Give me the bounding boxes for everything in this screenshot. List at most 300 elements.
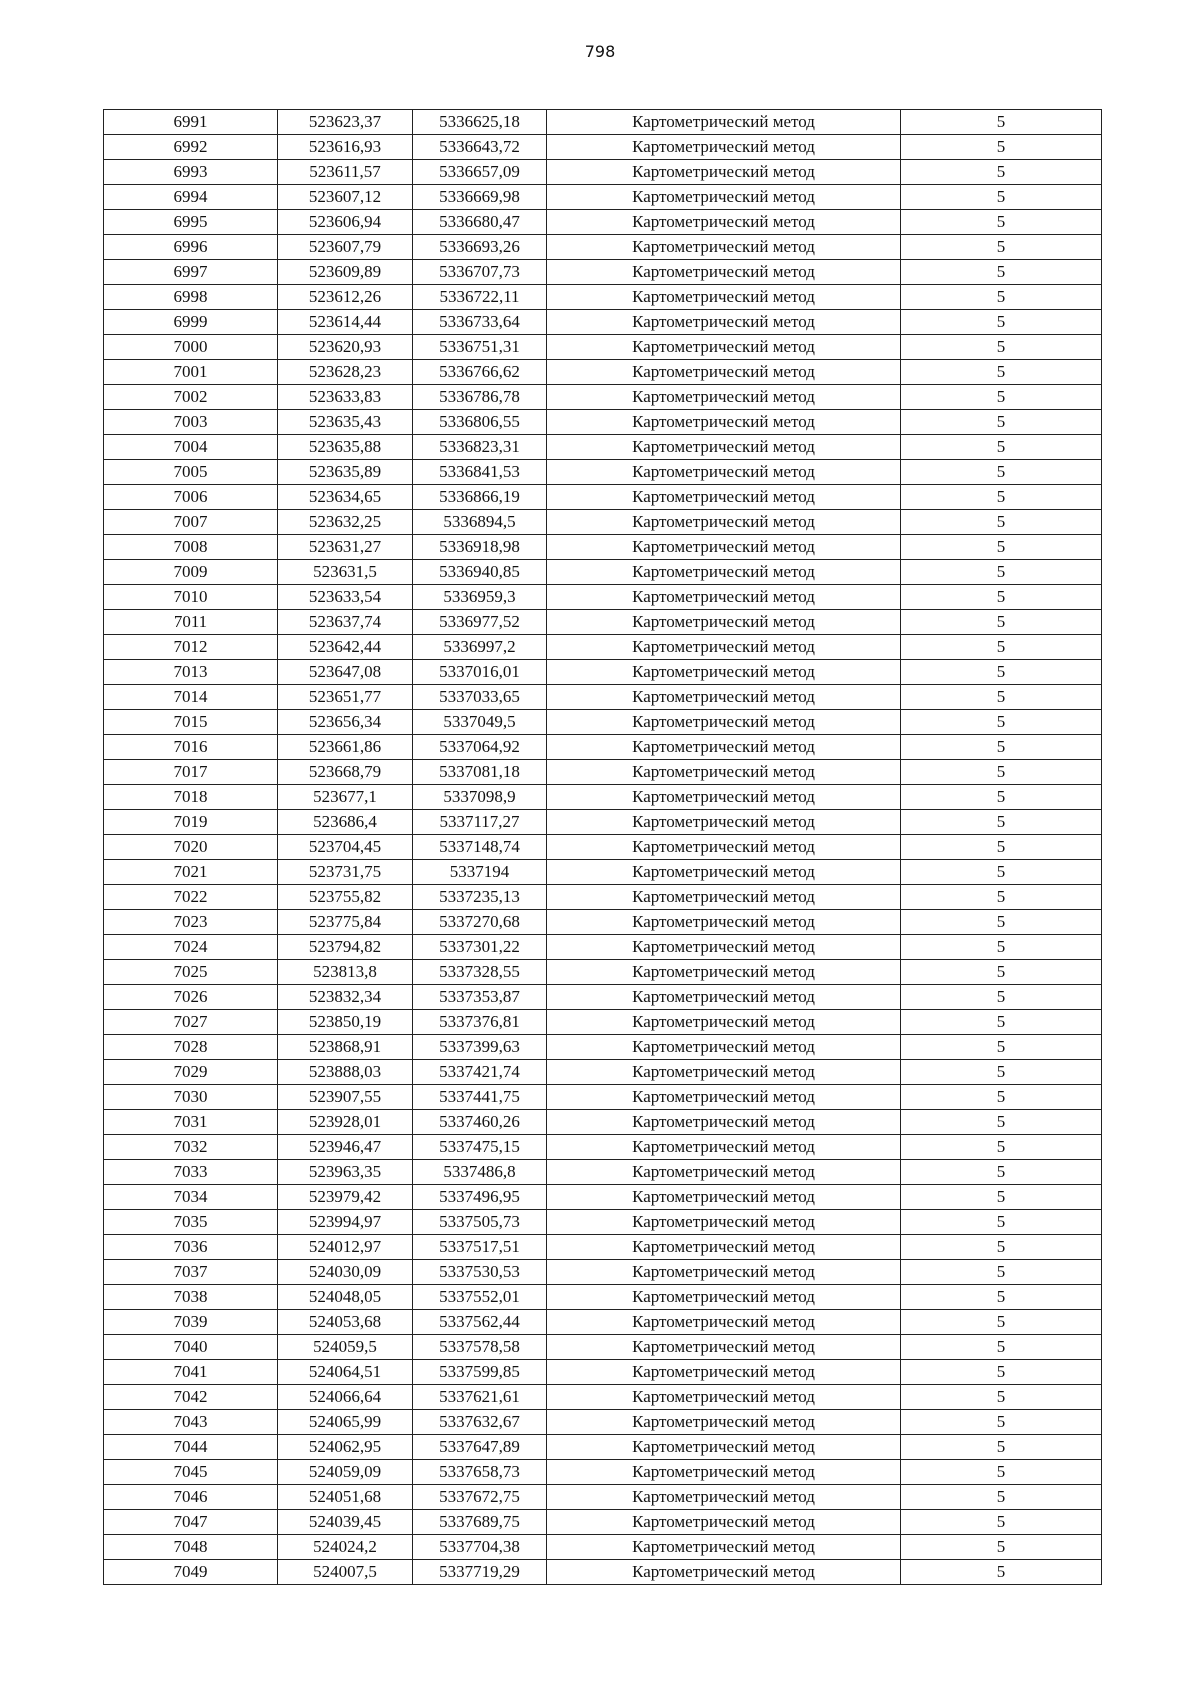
- method-cell: Картометрический метод: [547, 160, 901, 185]
- y-coordinate-cell: 5337441,75: [413, 1085, 547, 1110]
- x-coordinate-cell: 523850,19: [278, 1010, 413, 1035]
- table-row: [104, 1435, 1102, 1460]
- accuracy-cell: 5: [901, 1135, 1102, 1160]
- accuracy-cell: 5: [901, 760, 1102, 785]
- x-coordinate-cell: 524007,5: [278, 1560, 413, 1585]
- table-row: [104, 110, 1102, 135]
- accuracy-cell: 5: [901, 1460, 1102, 1485]
- accuracy-cell: 5: [901, 1260, 1102, 1285]
- table-row: [104, 760, 1102, 785]
- accuracy-cell: 5: [901, 860, 1102, 885]
- point-number-cell: 7025: [104, 960, 278, 985]
- point-number-cell: 6997: [104, 260, 278, 285]
- method-cell: Картометрический метод: [547, 1410, 901, 1435]
- x-coordinate-cell: 523928,01: [278, 1110, 413, 1135]
- method-cell: Картометрический метод: [547, 710, 901, 735]
- accuracy-cell: 5: [901, 710, 1102, 735]
- x-coordinate-cell: 523963,35: [278, 1160, 413, 1185]
- point-number-cell: 7015: [104, 710, 278, 735]
- point-number-cell: 7022: [104, 885, 278, 910]
- x-coordinate-cell: 523888,03: [278, 1060, 413, 1085]
- table-row: [104, 710, 1102, 735]
- point-number-cell: 7019: [104, 810, 278, 835]
- point-number-cell: 7044: [104, 1435, 278, 1460]
- table-row: [104, 160, 1102, 185]
- accuracy-cell: 5: [901, 360, 1102, 385]
- y-coordinate-cell: 5337016,01: [413, 660, 547, 685]
- y-coordinate-cell: 5336786,78: [413, 385, 547, 410]
- table-row: [104, 1160, 1102, 1185]
- y-coordinate-cell: 5336977,52: [413, 610, 547, 635]
- y-coordinate-cell: 5337621,61: [413, 1385, 547, 1410]
- y-coordinate-cell: 5337235,13: [413, 885, 547, 910]
- accuracy-cell: 5: [901, 1410, 1102, 1435]
- method-cell: Картометрический метод: [547, 1035, 901, 1060]
- point-number-cell: 7018: [104, 785, 278, 810]
- accuracy-cell: 5: [901, 435, 1102, 460]
- x-coordinate-cell: 523994,97: [278, 1210, 413, 1235]
- x-coordinate-cell: 523635,89: [278, 460, 413, 485]
- point-number-cell: 7014: [104, 685, 278, 710]
- method-cell: Картометрический метод: [547, 810, 901, 835]
- accuracy-cell: 5: [901, 960, 1102, 985]
- method-cell: Картометрический метод: [547, 110, 901, 135]
- y-coordinate-cell: 5337578,58: [413, 1335, 547, 1360]
- x-coordinate-cell: 524065,99: [278, 1410, 413, 1435]
- method-cell: Картометрический метод: [547, 1260, 901, 1285]
- table-row: [104, 1110, 1102, 1135]
- method-cell: Картометрический метод: [547, 660, 901, 685]
- method-cell: Картометрический метод: [547, 460, 901, 485]
- y-coordinate-cell: 5336707,73: [413, 260, 547, 285]
- table-row: [104, 535, 1102, 560]
- method-cell: Картометрический метод: [547, 385, 901, 410]
- y-coordinate-cell: 5337064,92: [413, 735, 547, 760]
- accuracy-cell: 5: [901, 385, 1102, 410]
- point-number-cell: 7006: [104, 485, 278, 510]
- y-coordinate-cell: 5337632,67: [413, 1410, 547, 1435]
- y-coordinate-cell: 5337552,01: [413, 1285, 547, 1310]
- y-coordinate-cell: 5337486,8: [413, 1160, 547, 1185]
- point-number-cell: 7005: [104, 460, 278, 485]
- accuracy-cell: 5: [901, 260, 1102, 285]
- x-coordinate-cell: 523633,54: [278, 585, 413, 610]
- y-coordinate-cell: 5337033,65: [413, 685, 547, 710]
- y-coordinate-cell: 5337270,68: [413, 910, 547, 935]
- point-number-cell: 7016: [104, 735, 278, 760]
- y-coordinate-cell: 5337049,5: [413, 710, 547, 735]
- x-coordinate-cell: 524039,45: [278, 1510, 413, 1535]
- y-coordinate-cell: 5336918,98: [413, 535, 547, 560]
- x-coordinate-cell: 523651,77: [278, 685, 413, 710]
- y-coordinate-cell: 5337353,87: [413, 985, 547, 1010]
- method-cell: Картометрический метод: [547, 235, 901, 260]
- table-row: [104, 1185, 1102, 1210]
- point-number-cell: 7030: [104, 1085, 278, 1110]
- point-number-cell: 7004: [104, 435, 278, 460]
- x-coordinate-cell: 523607,79: [278, 235, 413, 260]
- x-coordinate-cell: 523668,79: [278, 760, 413, 785]
- table-row: [104, 910, 1102, 935]
- y-coordinate-cell: 5337689,75: [413, 1510, 547, 1535]
- table-row: [104, 1410, 1102, 1435]
- x-coordinate-cell: 524048,05: [278, 1285, 413, 1310]
- point-number-cell: 7038: [104, 1285, 278, 1310]
- table-row: [104, 935, 1102, 960]
- table-row: [104, 860, 1102, 885]
- method-cell: Картометрический метод: [547, 1060, 901, 1085]
- method-cell: Картометрический метод: [547, 410, 901, 435]
- method-cell: Картометрический метод: [547, 310, 901, 335]
- method-cell: Картометрический метод: [547, 1435, 901, 1460]
- accuracy-cell: 5: [901, 1485, 1102, 1510]
- accuracy-cell: 5: [901, 310, 1102, 335]
- accuracy-cell: 5: [901, 885, 1102, 910]
- method-cell: Картометрический метод: [547, 1285, 901, 1310]
- accuracy-cell: 5: [901, 1085, 1102, 1110]
- method-cell: Картометрический метод: [547, 835, 901, 860]
- y-coordinate-cell: 5336806,55: [413, 410, 547, 435]
- accuracy-cell: 5: [901, 610, 1102, 635]
- method-cell: Картометрический метод: [547, 1160, 901, 1185]
- accuracy-cell: 5: [901, 1435, 1102, 1460]
- point-number-cell: 7048: [104, 1535, 278, 1560]
- table-row: [104, 210, 1102, 235]
- accuracy-cell: 5: [901, 985, 1102, 1010]
- accuracy-cell: 5: [901, 910, 1102, 935]
- point-number-cell: 6992: [104, 135, 278, 160]
- y-coordinate-cell: 5336657,09: [413, 160, 547, 185]
- point-number-cell: 7027: [104, 1010, 278, 1035]
- y-coordinate-cell: 5336766,62: [413, 360, 547, 385]
- table-row: [104, 1460, 1102, 1485]
- y-coordinate-cell: 5337421,74: [413, 1060, 547, 1085]
- method-cell: Картометрический метод: [547, 210, 901, 235]
- x-coordinate-cell: 523686,4: [278, 810, 413, 835]
- x-coordinate-cell: 523755,82: [278, 885, 413, 910]
- x-coordinate-cell: 523656,34: [278, 710, 413, 735]
- point-number-cell: 7033: [104, 1160, 278, 1185]
- point-number-cell: 7017: [104, 760, 278, 785]
- point-number-cell: 7013: [104, 660, 278, 685]
- method-cell: Картометрический метод: [547, 1385, 901, 1410]
- method-cell: Картометрический метод: [547, 935, 901, 960]
- table-row: [104, 735, 1102, 760]
- y-coordinate-cell: 5336680,47: [413, 210, 547, 235]
- method-cell: Картометрический метод: [547, 685, 901, 710]
- table-row: [104, 235, 1102, 260]
- x-coordinate-cell: 523661,86: [278, 735, 413, 760]
- point-number-cell: 6993: [104, 160, 278, 185]
- accuracy-cell: 5: [901, 110, 1102, 135]
- table-row: [104, 1035, 1102, 1060]
- y-coordinate-cell: 5337505,73: [413, 1210, 547, 1235]
- point-number-cell: 6994: [104, 185, 278, 210]
- accuracy-cell: 5: [901, 235, 1102, 260]
- y-coordinate-cell: 5336643,72: [413, 135, 547, 160]
- y-coordinate-cell: 5337599,85: [413, 1360, 547, 1385]
- table-row: [104, 560, 1102, 585]
- accuracy-cell: 5: [901, 1510, 1102, 1535]
- accuracy-cell: 5: [901, 685, 1102, 710]
- y-coordinate-cell: 5337530,53: [413, 1260, 547, 1285]
- x-coordinate-cell: 523634,65: [278, 485, 413, 510]
- x-coordinate-cell: 524051,68: [278, 1485, 413, 1510]
- method-cell: Картометрический метод: [547, 185, 901, 210]
- y-coordinate-cell: 5337496,95: [413, 1185, 547, 1210]
- y-coordinate-cell: 5337672,75: [413, 1485, 547, 1510]
- accuracy-cell: 5: [901, 510, 1102, 535]
- table-row: [104, 885, 1102, 910]
- x-coordinate-cell: 523611,57: [278, 160, 413, 185]
- accuracy-cell: 5: [901, 735, 1102, 760]
- point-number-cell: 7010: [104, 585, 278, 610]
- y-coordinate-cell: 5337148,74: [413, 835, 547, 860]
- accuracy-cell: 5: [901, 410, 1102, 435]
- accuracy-cell: 5: [901, 460, 1102, 485]
- method-cell: Картометрический метод: [547, 1210, 901, 1235]
- x-coordinate-cell: 523632,25: [278, 510, 413, 535]
- y-coordinate-cell: 5336940,85: [413, 560, 547, 585]
- point-number-cell: 7000: [104, 335, 278, 360]
- accuracy-cell: 5: [901, 660, 1102, 685]
- x-coordinate-cell: 523609,89: [278, 260, 413, 285]
- accuracy-cell: 5: [901, 1335, 1102, 1360]
- point-number-cell: 7011: [104, 610, 278, 635]
- x-coordinate-cell: 524059,5: [278, 1335, 413, 1360]
- point-number-cell: 7041: [104, 1360, 278, 1385]
- table-row: [104, 260, 1102, 285]
- method-cell: Картометрический метод: [547, 485, 901, 510]
- method-cell: Картометрический метод: [547, 960, 901, 985]
- method-cell: Картометрический метод: [547, 885, 901, 910]
- table-row: [104, 810, 1102, 835]
- accuracy-cell: 5: [901, 585, 1102, 610]
- x-coordinate-cell: 523614,44: [278, 310, 413, 335]
- accuracy-cell: 5: [901, 335, 1102, 360]
- method-cell: Картометрический метод: [547, 985, 901, 1010]
- table-row: [104, 660, 1102, 685]
- y-coordinate-cell: 5337399,63: [413, 1035, 547, 1060]
- table-row: [104, 1235, 1102, 1260]
- y-coordinate-cell: 5336823,31: [413, 435, 547, 460]
- point-number-cell: 7023: [104, 910, 278, 935]
- method-cell: Картометрический метод: [547, 1085, 901, 1110]
- y-coordinate-cell: 5336722,11: [413, 285, 547, 310]
- method-cell: Картометрический метод: [547, 735, 901, 760]
- x-coordinate-cell: 524012,97: [278, 1235, 413, 1260]
- point-number-cell: 7039: [104, 1310, 278, 1335]
- method-cell: Картометрический метод: [547, 1135, 901, 1160]
- x-coordinate-cell: 523635,43: [278, 410, 413, 435]
- point-number-cell: 7012: [104, 635, 278, 660]
- accuracy-cell: 5: [901, 1360, 1102, 1385]
- x-coordinate-cell: 523704,45: [278, 835, 413, 860]
- y-coordinate-cell: 5337719,29: [413, 1560, 547, 1585]
- table-row: [104, 1510, 1102, 1535]
- y-coordinate-cell: 5336693,26: [413, 235, 547, 260]
- method-cell: Картометрический метод: [547, 585, 901, 610]
- y-coordinate-cell: 5337328,55: [413, 960, 547, 985]
- x-coordinate-cell: 523731,75: [278, 860, 413, 885]
- table-row: [104, 1310, 1102, 1335]
- method-cell: Картометрический метод: [547, 1560, 901, 1585]
- accuracy-cell: 5: [901, 1535, 1102, 1560]
- x-coordinate-cell: 523677,1: [278, 785, 413, 810]
- x-coordinate-cell: 523946,47: [278, 1135, 413, 1160]
- point-number-cell: 7049: [104, 1560, 278, 1585]
- point-number-cell: 7029: [104, 1060, 278, 1085]
- method-cell: Картометрический метод: [547, 560, 901, 585]
- point-number-cell: 6998: [104, 285, 278, 310]
- table-row: [104, 1335, 1102, 1360]
- table-row: [104, 635, 1102, 660]
- y-coordinate-cell: 5336733,64: [413, 310, 547, 335]
- x-coordinate-cell: 523631,5: [278, 560, 413, 585]
- method-cell: Картометрический метод: [547, 860, 901, 885]
- accuracy-cell: 5: [901, 1385, 1102, 1410]
- method-cell: Картометрический метод: [547, 760, 901, 785]
- table-row: [104, 485, 1102, 510]
- accuracy-cell: 5: [901, 1160, 1102, 1185]
- page-number: 798: [584, 42, 616, 61]
- table-row: [104, 1060, 1102, 1085]
- accuracy-cell: 5: [901, 785, 1102, 810]
- table-row: [104, 385, 1102, 410]
- point-number-cell: 7046: [104, 1485, 278, 1510]
- y-coordinate-cell: 5337704,38: [413, 1535, 547, 1560]
- accuracy-cell: 5: [901, 485, 1102, 510]
- table-row: [104, 1360, 1102, 1385]
- point-number-cell: 7047: [104, 1510, 278, 1535]
- x-coordinate-cell: 523612,26: [278, 285, 413, 310]
- y-coordinate-cell: 5337081,18: [413, 760, 547, 785]
- y-coordinate-cell: 5337460,26: [413, 1110, 547, 1135]
- method-cell: Картометрический метод: [547, 260, 901, 285]
- y-coordinate-cell: 5336625,18: [413, 110, 547, 135]
- table-row: [104, 960, 1102, 985]
- x-coordinate-cell: 524053,68: [278, 1310, 413, 1335]
- table-row: [104, 435, 1102, 460]
- method-cell: Картометрический метод: [547, 135, 901, 160]
- x-coordinate-cell: 524066,64: [278, 1385, 413, 1410]
- method-cell: Картометрический метод: [547, 1110, 901, 1135]
- accuracy-cell: 5: [901, 160, 1102, 185]
- point-number-cell: 7031: [104, 1110, 278, 1135]
- coordinates-table: [103, 109, 1102, 1585]
- y-coordinate-cell: 5337475,15: [413, 1135, 547, 1160]
- x-coordinate-cell: 524062,95: [278, 1435, 413, 1460]
- x-coordinate-cell: 524030,09: [278, 1260, 413, 1285]
- x-coordinate-cell: 523775,84: [278, 910, 413, 935]
- table-row: [104, 335, 1102, 360]
- y-coordinate-cell: 5337517,51: [413, 1235, 547, 1260]
- accuracy-cell: 5: [901, 535, 1102, 560]
- y-coordinate-cell: 5337658,73: [413, 1460, 547, 1485]
- method-cell: Картометрический метод: [547, 1360, 901, 1385]
- x-coordinate-cell: 523794,82: [278, 935, 413, 960]
- accuracy-cell: 5: [901, 285, 1102, 310]
- point-number-cell: 7043: [104, 1410, 278, 1435]
- x-coordinate-cell: 523606,94: [278, 210, 413, 235]
- accuracy-cell: 5: [901, 560, 1102, 585]
- method-cell: Картометрический метод: [547, 1185, 901, 1210]
- table-row: [104, 1560, 1102, 1585]
- point-number-cell: 7008: [104, 535, 278, 560]
- table-row: [104, 985, 1102, 1010]
- point-number-cell: 7024: [104, 935, 278, 960]
- method-cell: Картометрический метод: [547, 435, 901, 460]
- table-row: [104, 1135, 1102, 1160]
- y-coordinate-cell: 5336841,53: [413, 460, 547, 485]
- accuracy-cell: 5: [901, 835, 1102, 860]
- accuracy-cell: 5: [901, 1235, 1102, 1260]
- point-number-cell: 7009: [104, 560, 278, 585]
- accuracy-cell: 5: [901, 1010, 1102, 1035]
- point-number-cell: 7001: [104, 360, 278, 385]
- table-row: [104, 835, 1102, 860]
- method-cell: Картометрический метод: [547, 1310, 901, 1335]
- x-coordinate-cell: 523616,93: [278, 135, 413, 160]
- x-coordinate-cell: 523635,88: [278, 435, 413, 460]
- method-cell: Картометрический метод: [547, 1460, 901, 1485]
- point-number-cell: 7035: [104, 1210, 278, 1235]
- x-coordinate-cell: 523620,93: [278, 335, 413, 360]
- x-coordinate-cell: 524064,51: [278, 1360, 413, 1385]
- point-number-cell: 7007: [104, 510, 278, 535]
- method-cell: Картометрический метод: [547, 610, 901, 635]
- table-row: [104, 785, 1102, 810]
- table-row: [104, 360, 1102, 385]
- method-cell: Картометрический метод: [547, 285, 901, 310]
- table-row: [104, 1260, 1102, 1285]
- y-coordinate-cell: 5337376,81: [413, 1010, 547, 1035]
- table-row: [104, 1085, 1102, 1110]
- point-number-cell: 6999: [104, 310, 278, 335]
- point-number-cell: 7037: [104, 1260, 278, 1285]
- table-row: [104, 285, 1102, 310]
- x-coordinate-cell: 523979,42: [278, 1185, 413, 1210]
- point-number-cell: 7036: [104, 1235, 278, 1260]
- x-coordinate-cell: 523637,74: [278, 610, 413, 635]
- method-cell: Картометрический метод: [547, 335, 901, 360]
- table-row: [104, 135, 1102, 160]
- table-row: [104, 410, 1102, 435]
- table-row: [104, 1535, 1102, 1560]
- y-coordinate-cell: 5336866,19: [413, 485, 547, 510]
- accuracy-cell: 5: [901, 135, 1102, 160]
- table-row: [104, 310, 1102, 335]
- method-cell: Картометрический метод: [547, 785, 901, 810]
- x-coordinate-cell: 523631,27: [278, 535, 413, 560]
- method-cell: Картометрический метод: [547, 1510, 901, 1535]
- method-cell: Картометрический метод: [547, 510, 901, 535]
- point-number-cell: 7026: [104, 985, 278, 1010]
- accuracy-cell: 5: [901, 1210, 1102, 1235]
- method-cell: Картометрический метод: [547, 1535, 901, 1560]
- x-coordinate-cell: 524024,2: [278, 1535, 413, 1560]
- y-coordinate-cell: 5337194: [413, 860, 547, 885]
- table-row: [104, 585, 1102, 610]
- accuracy-cell: 5: [901, 1560, 1102, 1585]
- accuracy-cell: 5: [901, 210, 1102, 235]
- y-coordinate-cell: 5337562,44: [413, 1310, 547, 1335]
- y-coordinate-cell: 5336894,5: [413, 510, 547, 535]
- table-row: [104, 1385, 1102, 1410]
- x-coordinate-cell: 524059,09: [278, 1460, 413, 1485]
- method-cell: Картометрический метод: [547, 635, 901, 660]
- accuracy-cell: 5: [901, 1035, 1102, 1060]
